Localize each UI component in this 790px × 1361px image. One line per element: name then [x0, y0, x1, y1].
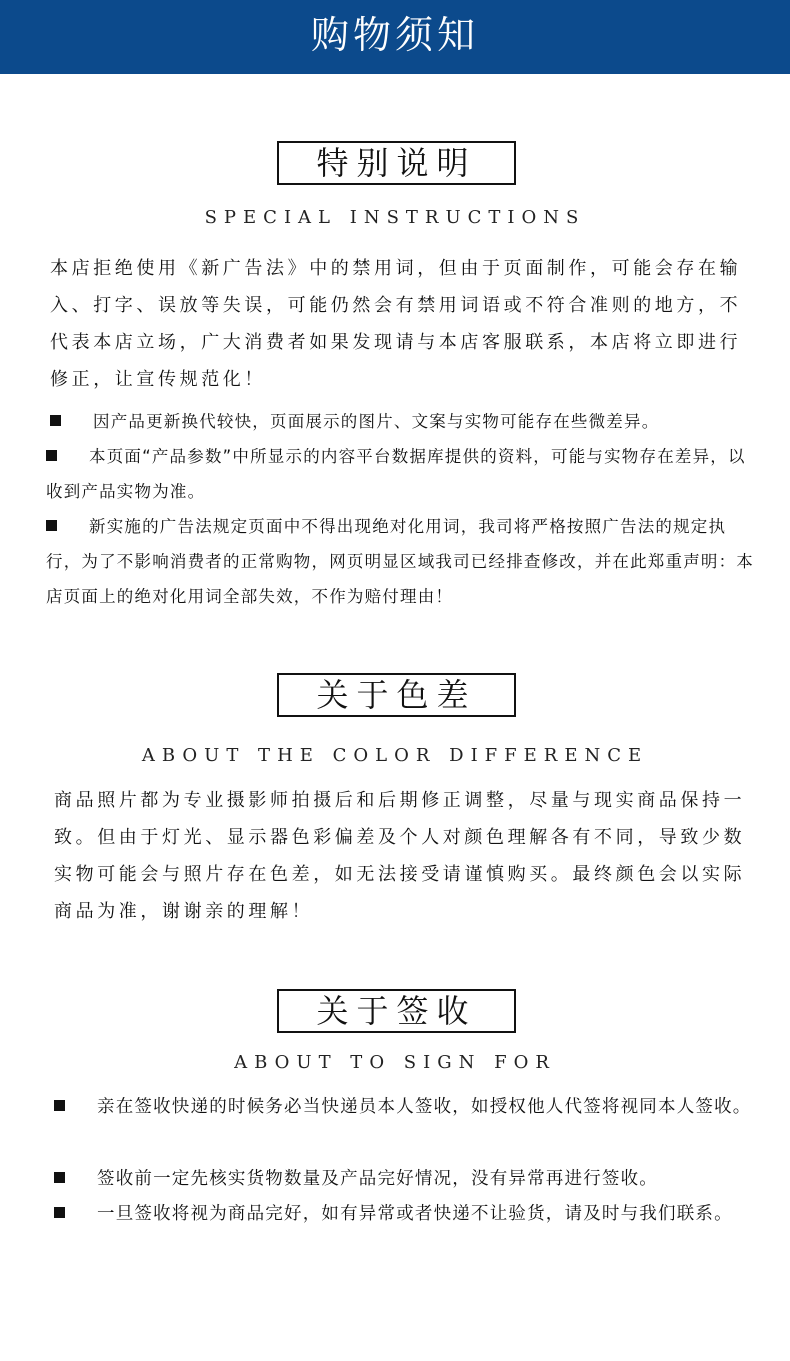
square-bullet-icon	[54, 1100, 65, 1111]
color-difference-paragraph: 商品照片都为专业摄影师拍摄后和后期修正调整，尽量与现实商品保持一致。但由于灯光、显示器色彩偏差及个人对颜色理解各有不同，导致少数实物可能会与照片存在色差，如无法接受请谨慎购买。最终颜色会以实际商品为准，谢谢亲的理解！	[54, 790, 746, 922]
sign-bullet-text: 签收前一定先核实货物数量及产品完好情况，没有异常再进行签收。	[97, 1169, 658, 1189]
square-bullet-icon	[54, 1172, 65, 1183]
special-bullet-text: 新实施的广告法规定页面中不得出现绝对化用词，我司将严格按照广告法的规定执行，为了不影响消费者的正常购物，网页明显区域我司已经排查修改，并在此郑重声明：本店页面上的绝对化用词全部失效，不作为赔付理由！	[46, 517, 754, 606]
special-bullet-text: 本页面“产品参数”中所显示的内容平台数据库提供的资料，可能与实物存在差异，以收到产品实物为准。	[46, 447, 746, 501]
color-difference-title: 关于色差	[277, 673, 516, 717]
special-instructions-paragraph: 本店拒绝使用《新广告法》中的禁用词，但由于页面制作，可能会存在输入、打字、误放等失误，可能仍然会有禁用词语或不符合准则的地方，不代表本店立场，广大消费者如果发现请与本店客服联系，本店将立即进行修正，让宣传规范化！	[50, 258, 742, 390]
color-difference-subtitle: ABOUT THE COLOR DIFFERENCE	[141, 745, 649, 766]
special-bullet-text: 因产品更新换代较快，页面展示的图片、文案与实物可能存在些微差异。	[93, 412, 660, 431]
page-header	[0, 0, 790, 74]
special-bullet-item	[46, 509, 758, 614]
special-bullet-item	[46, 439, 758, 509]
special-instructions-title: 特别说明	[277, 141, 516, 185]
square-bullet-icon	[50, 415, 61, 426]
sign-bullet-item	[54, 1090, 764, 1125]
square-bullet-icon	[46, 450, 57, 461]
square-bullet-icon	[54, 1207, 65, 1218]
special-instructions-subtitle: SPECIAL INSTRUCTIONS	[204, 207, 586, 228]
sign-for-subtitle: ABOUT TO SIGN FOR	[234, 1052, 556, 1073]
special-bullet-item	[50, 404, 770, 439]
sign-for-title: 关于签收	[277, 989, 516, 1033]
square-bullet-icon	[46, 520, 57, 531]
page-title: 购物须知	[310, 13, 479, 57]
sign-bullet-item	[54, 1197, 764, 1232]
sign-bullet-text: 亲在签收快递的时候务必当快递员本人签收，如授权他人代签将视同本人签收。	[97, 1097, 752, 1117]
sign-bullet-text: 一旦签收将视为商品完好，如有异常或者快递不让验货，请及时与我们联系。	[97, 1204, 733, 1224]
sign-bullet-item	[54, 1162, 764, 1197]
